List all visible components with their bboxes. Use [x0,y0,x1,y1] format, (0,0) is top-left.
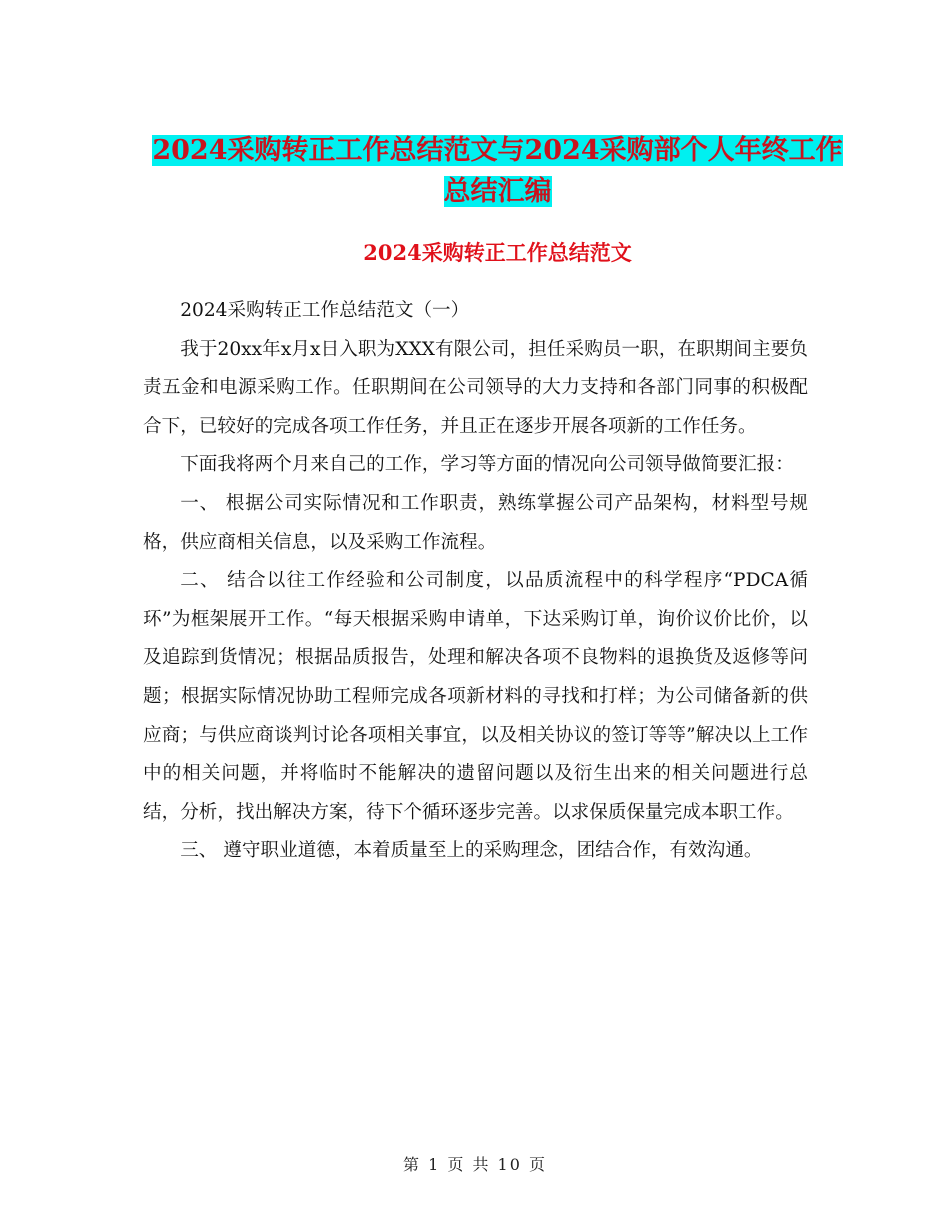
paragraph-item-1: 一、 根据公司实际情况和工作职责，熟练掌握公司产品架构，材料型号规格，供应商相关信息，以及采购工作流程。 [143,492,808,553]
document-title-text: 2024采购转正工作总结范文与2024采购部个人年终工作总结汇编 [152,135,843,208]
section-title: 2024采购转正工作总结范文 [363,240,632,266]
document-title [140,130,855,212]
document-body [143,292,808,871]
paragraph-subtitle: 2024采购转正工作总结范文（一） [180,300,470,321]
page-number-footer: 第 1 页 共 10 页 [403,1155,547,1174]
paragraph-report-lead: 下面我将两个月来自己的工作，学习等方面的情况向公司领导做简要汇报： [180,454,794,476]
paragraph-item-2: 二、 结合以往工作经验和公司制度，以品质流程中的科学程序“PDCA循环”为框架展开工作。“每天根据采购申请单，下达采购订单，询价议价比价，以及追踪到货情况；根据品质报告，处理和解决各项不良物料的退换货及返修等问题；根据实际情况协助工程师完成各项新材料的寻找和打样；为公司储备新的供应商；与供应商谈判讨论各项相关事宜，以及相关协议的签订等等”解决以上工作中的相关问题，并将临时不能解决的遗留问题以及衍生出来的相关问题进行总结，分析，找出解决方案，待下个循环逐步完善。以求保质保量完成本职工作。 [143,570,808,823]
paragraph-intro: 我于20xx年x月x日入职为XXX有限公司，担任采购员一职，在职期间主要负责五金和电源采购工作。任职期间在公司领导的大力支持和各部门同事的积极配合下，已较好的完成各项工作任务，并且正在逐步开展各项新的工作任务。 [143,338,808,437]
paragraph-item-3: 三、 遵守职业道德，本着质量至上的采购理念，团结合作，有效沟通。 [180,840,763,862]
